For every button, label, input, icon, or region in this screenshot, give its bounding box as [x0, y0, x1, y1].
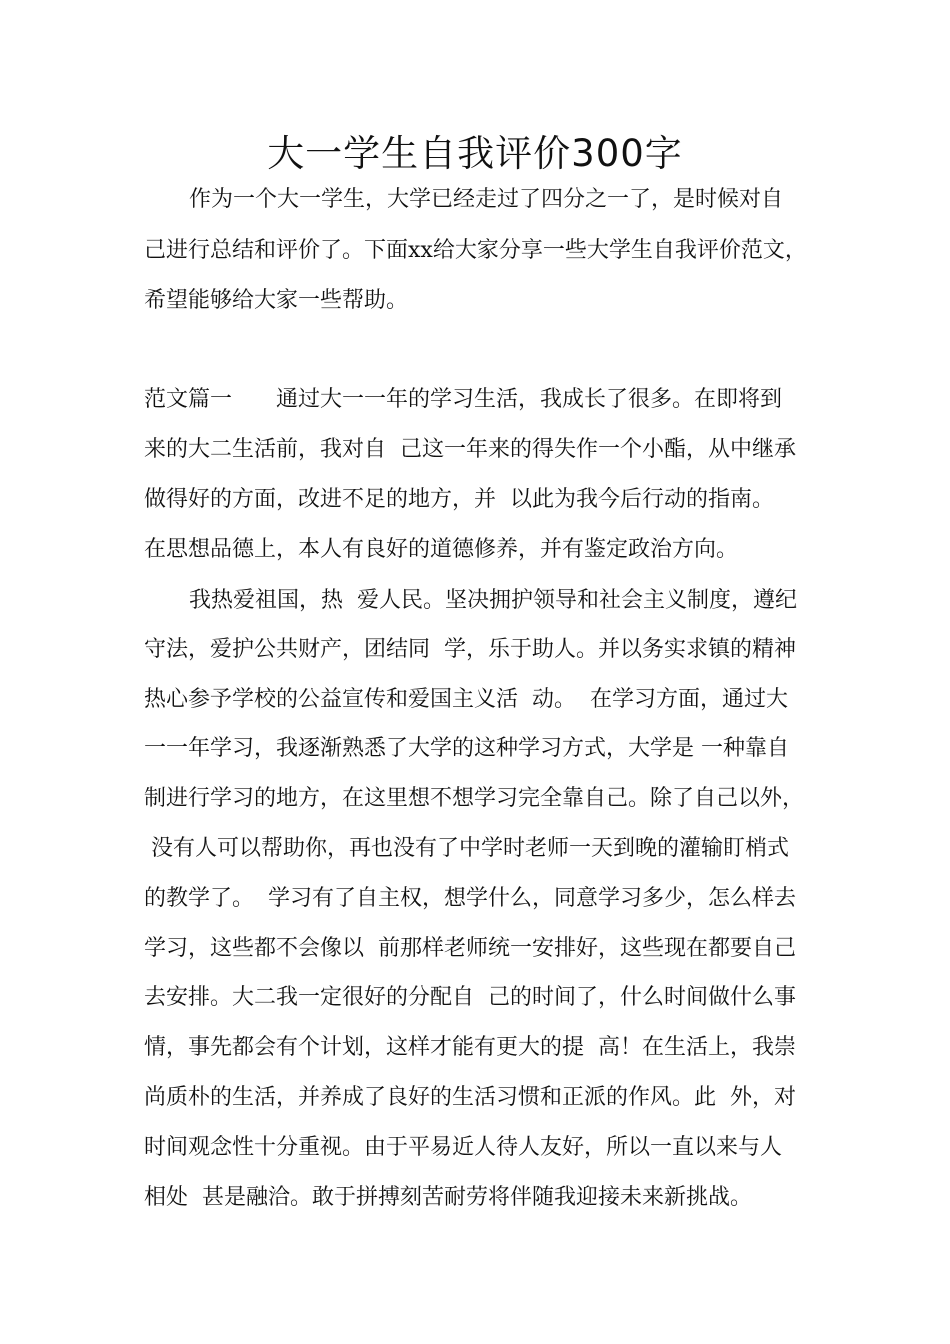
body-line-2: 守法，爱护公共财产，团结同 学，乐于助人。并以务实求镇的精神 [144, 637, 796, 662]
body-line-6: 没有人可以帮助你，再也没有了中学时老师一天到晚的灌输盯梢式 [144, 836, 789, 861]
body-line-11: 尚质朴的生活，并养成了良好的生活习惯和正派的作风。此 外，对 [144, 1085, 796, 1110]
body-line-10: 情，事先都会有个计划，这样才能有更大的提 高！在生活上，我崇 [144, 1035, 796, 1060]
body-line-4: 一一年学习，我逐渐熟悉了大学的这种学习方式，大学是 一种靠自 [144, 736, 789, 761]
section-line-2: 来的大二生活前，我对自 己这一年来的得失作一个小酯，从中继承 [144, 437, 796, 462]
body-line-7: 的教学了。 学习有了自主权，想学什么，同意学习多少，怎么样去 [144, 886, 796, 911]
intro-line-3: 希望能够给大家一些帮助。 [144, 288, 409, 313]
body-line-3: 热心参予学校的公益宣传和爱国主义活 动。 在学习方面，通过大 [144, 687, 788, 712]
body-line-1: 我热爱祖国，热 爱人民。坚决拥护领导和社会主义制度，遵纪 [189, 588, 797, 613]
intro-line-1: 作为一个大一学生，大学已经走过了四分之一了，是时候对自 [189, 187, 784, 212]
body-line-5: 制进行学习的地方，在这里想不想学习完全靠自己。除了自己以外， [144, 786, 805, 811]
document-title: 大一学生自我评价300字 [267, 132, 683, 175]
section-line-4: 在思想品德上，本人有良好的道德修养，并有鉴定政治方向。 [144, 537, 739, 562]
body-line-13: 相处 甚是融洽。敢于拼搏刻苦耐劳将伴随我迎接未来新挑战。 [144, 1185, 752, 1210]
section-line-1: 通过大一一年的学习生活，我成长了很多。在即将到 [276, 387, 783, 412]
body-line-9: 去安排。大二我一定很好的分配自 己的时间了，什么时间做什么事 [144, 985, 796, 1010]
section-line-3: 做得好的方面，改进不足的地方，并 以此为我今后行动的指南。 [144, 487, 774, 512]
intro-line-2: 己进行总结和评价了。下面xx给大家分享一些大学生自我评价范文， [144, 238, 807, 263]
section-heading: 范文篇一 [144, 387, 233, 412]
section-first-line [144, 385, 824, 415]
body-line-8: 学习，这些都不会像以 前那样老师统一安排好，这些现在都要自己 [144, 936, 796, 961]
body-line-12: 时间观念性十分重视。由于平易近人待人友好，所以一直以来与人 [144, 1135, 783, 1160]
